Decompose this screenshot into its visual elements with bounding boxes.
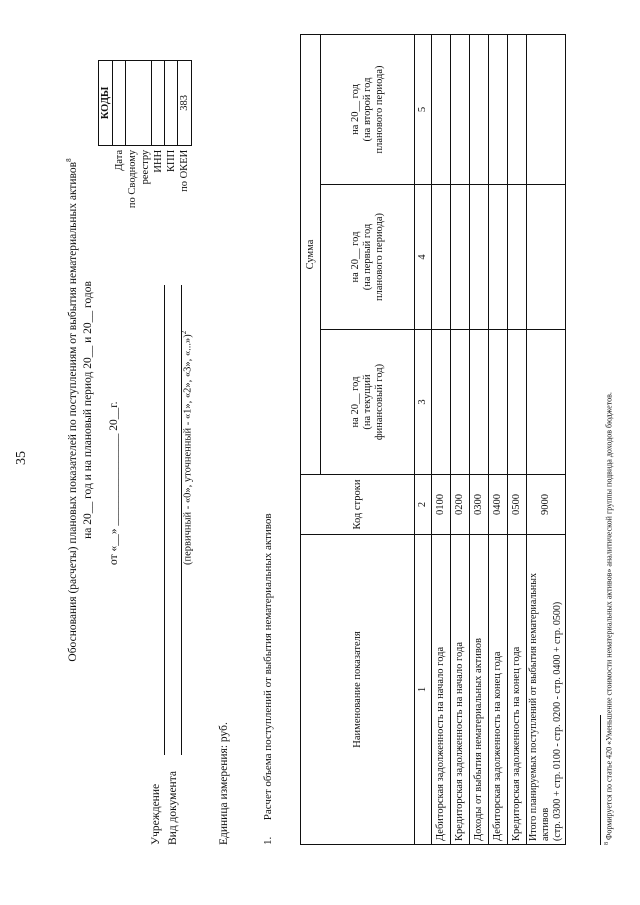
codes-label-registry-2: реестру — [139, 149, 151, 185]
form-title — [62, 65, 96, 755]
row-code: 0100 — [432, 475, 451, 535]
codes-label-kpp: КПП — [165, 149, 177, 172]
value-cell[interactable] — [451, 185, 470, 330]
col-header-second-plan-year: на 20__ год (на второй год планового периода) — [321, 34, 415, 184]
row-name: Кредиторская задолженность на начало года — [451, 535, 470, 845]
col-header-sum: Сумма — [301, 34, 321, 474]
codes-value-date[interactable] — [113, 61, 126, 146]
codes-value-registry[interactable] — [126, 61, 139, 146]
col-header-first-plan-year: на 20__ год (на первый год планового периода) — [321, 185, 415, 330]
section-number: 1. — [262, 836, 274, 845]
codes-value-inn[interactable] — [152, 61, 165, 146]
page-number: 35 — [14, 451, 29, 465]
value-cell[interactable] — [451, 330, 470, 475]
codes-spacer — [99, 145, 113, 265]
col-header-name: Наименование показателя — [301, 535, 415, 845]
value-cell[interactable] — [432, 330, 451, 475]
receipts-table — [300, 34, 566, 845]
doc-version-hint — [180, 331, 194, 565]
row-name: Кредиторская задолженность на конец года — [508, 535, 527, 845]
row-name: Дебиторская задолженность на начало года — [432, 535, 451, 845]
row-name: Доходы от выбытия нематериальных активов — [470, 535, 489, 845]
codes-label-okei: по ОКЕИ — [179, 149, 190, 192]
total-row-code: 9000 — [527, 475, 566, 535]
value-cell[interactable] — [527, 185, 566, 330]
value-cell[interactable] — [508, 34, 527, 184]
footnote-text: Формируется по статье 420 «Уменьшение стоимости нематериальных активов» аналитической группы подвида доходов бюджетов. — [604, 392, 614, 840]
footnote — [604, 392, 614, 845]
institution-label: Учреждение — [150, 783, 162, 845]
value-cell[interactable] — [527, 34, 566, 184]
codes-label-registry: по Сводному — [126, 149, 138, 209]
doc-version-text: (первичный - «0», уточненный - «1», «2», «3», «...») — [182, 334, 194, 565]
col-number: 1 — [415, 535, 432, 845]
value-cell[interactable] — [432, 185, 451, 330]
row-name: Дебиторская задолженность на конец года — [489, 535, 508, 845]
value-cell[interactable] — [451, 34, 470, 184]
value-cell[interactable] — [470, 330, 489, 475]
doc-version-ref: 2 — [180, 330, 188, 335]
value-cell[interactable] — [432, 34, 451, 184]
value-cell[interactable] — [489, 185, 508, 330]
total-row — [527, 34, 566, 844]
institution-field[interactable] — [164, 285, 165, 755]
title-footnote-ref: 8 — [65, 158, 73, 162]
table-row — [489, 34, 508, 844]
section-heading — [262, 513, 274, 845]
date-line: от «__» ________________ 20__г. — [108, 401, 120, 565]
value-cell[interactable] — [489, 330, 508, 475]
row-code: 0300 — [470, 475, 489, 535]
table-row — [432, 34, 451, 844]
col-number: 2 — [415, 475, 432, 535]
value-cell[interactable] — [508, 185, 527, 330]
title-line1: Обоснования (расчеты) плановых показателей по поступлениям от выбытия нематериальных активов — [66, 161, 79, 662]
table-row — [470, 34, 489, 844]
row-code: 0200 — [451, 475, 470, 535]
value-cell[interactable] — [508, 330, 527, 475]
col-number: 3 — [415, 330, 432, 475]
col-header-code: Код строки — [301, 475, 415, 535]
row-code: 0500 — [508, 475, 527, 535]
codes-label-date: Дата — [113, 149, 125, 171]
col-header-current-year: на 20__ год (на текущий финансовый год) — [321, 330, 415, 475]
title-line2: на 20__ год и на плановый период 20__ и 20__ годов — [81, 281, 94, 539]
unit-label: Единица измерения: руб. — [218, 722, 230, 845]
total-row-name: Итого планируемых поступлений от выбытия нематериальных активов (стр. 0300 + стр. 0100 - стр. 0200 - стр. 0400 + стр. 0500) — [527, 535, 566, 845]
footnote-mark: 8 — [604, 842, 610, 845]
codes-value-kpp[interactable] — [165, 61, 178, 146]
value-cell[interactable] — [470, 34, 489, 184]
table-row — [451, 34, 470, 844]
doc-type-label: Вид документа — [167, 771, 179, 845]
footnote-divider — [600, 715, 601, 845]
col-number: 5 — [415, 34, 432, 184]
section-title: Расчет объема поступлений от выбытия нематериальных активов — [262, 513, 274, 821]
codes-table — [98, 60, 192, 265]
codes-header: КОДЫ — [99, 61, 113, 146]
row-code: 0400 — [489, 475, 508, 535]
value-cell[interactable] — [489, 34, 508, 184]
table-row — [508, 34, 527, 844]
column-numbers-row — [415, 34, 432, 844]
value-cell[interactable] — [470, 185, 489, 330]
value-cell[interactable] — [527, 330, 566, 475]
col-number: 4 — [415, 185, 432, 330]
codes-value-registry-2[interactable] — [139, 61, 152, 146]
codes-label-inn: ИНН — [152, 149, 164, 173]
codes-value-okei[interactable]: 383 — [178, 61, 192, 146]
